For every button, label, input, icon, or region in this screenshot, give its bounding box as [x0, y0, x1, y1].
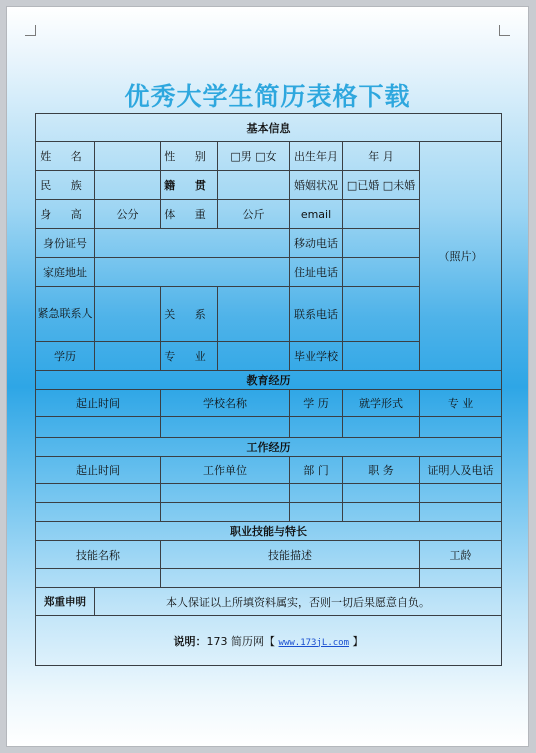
edu-cell[interactable] — [36, 417, 161, 438]
field-origin[interactable] — [218, 171, 290, 200]
field-birth[interactable]: 年 月 — [343, 142, 420, 171]
work-header-period: 起止时间 — [36, 457, 161, 484]
label-weight: 体 重 — [161, 200, 218, 229]
label-gender: 性 别 — [161, 142, 218, 171]
field-school[interactable] — [343, 342, 502, 371]
photo-box[interactable]: （照片） — [420, 142, 502, 371]
work-cell[interactable] — [343, 484, 420, 503]
field-address[interactable] — [95, 258, 290, 287]
label-mobile: 移动电话 — [290, 229, 343, 258]
label-degree: 学历 — [36, 342, 95, 371]
work-cell[interactable] — [290, 503, 343, 522]
footer-note — [36, 616, 502, 666]
footer-label: 说明： — [173, 634, 207, 648]
label-id-number: 身份证号 — [36, 229, 95, 258]
document-page — [7, 7, 528, 746]
label-address: 家庭地址 — [36, 258, 95, 287]
work-header-position: 职 务 — [343, 457, 420, 484]
label-relation: 关 系 — [161, 287, 218, 342]
declaration-text: 本人保证以上所填资料属实，否则一切后果愿意自负。 — [95, 588, 502, 616]
footer-bracket-open: 【 — [264, 634, 276, 648]
edu-header-school: 学校名称 — [161, 390, 290, 417]
skills-cell[interactable] — [420, 569, 502, 588]
work-cell[interactable] — [161, 503, 290, 522]
edu-header-mode: 就学形式 — [343, 390, 420, 417]
work-cell[interactable] — [343, 503, 420, 522]
section-skills: 职业技能与特长 — [36, 522, 502, 541]
label-height: 身 高 — [36, 200, 95, 229]
label-birth: 出生年月 — [290, 142, 343, 171]
section-basic-info: 基本信息 — [36, 114, 502, 142]
work-header-employer: 工作单位 — [161, 457, 290, 484]
field-relation[interactable] — [218, 287, 290, 342]
edu-cell[interactable] — [161, 417, 290, 438]
crop-mark-top-right — [499, 25, 510, 36]
label-ethnicity: 民 族 — [36, 171, 95, 200]
field-gender[interactable]: □男 □女 — [218, 142, 290, 171]
edu-header-period: 起止时间 — [36, 390, 161, 417]
edu-header-degree: 学 历 — [290, 390, 343, 417]
document-title: 优秀大学生简历表格下载 — [124, 82, 411, 111]
skills-cell[interactable] — [161, 569, 420, 588]
work-cell[interactable] — [161, 484, 290, 503]
field-email[interactable] — [343, 200, 420, 229]
section-education: 教育经历 — [36, 371, 502, 390]
label-school: 毕业学校 — [290, 342, 343, 371]
skills-header-name: 技能名称 — [36, 541, 161, 569]
skills-header-description: 技能描述 — [161, 541, 420, 569]
field-height[interactable]: 公分 — [95, 200, 161, 229]
label-contact-phone: 联系电话 — [290, 287, 343, 342]
section-work: 工作经历 — [36, 438, 502, 457]
field-emergency-contact[interactable] — [95, 287, 161, 342]
crop-mark-top-left — [25, 25, 36, 36]
edu-cell[interactable] — [290, 417, 343, 438]
work-cell[interactable] — [36, 503, 161, 522]
footer-bracket-close: 】 — [352, 634, 364, 648]
label-name: 姓 名 — [36, 142, 95, 171]
label-origin: 籍 贯 — [161, 171, 218, 200]
field-major[interactable] — [218, 342, 290, 371]
skills-cell[interactable] — [36, 569, 161, 588]
field-name[interactable] — [95, 142, 161, 171]
field-id-number[interactable] — [95, 229, 290, 258]
edu-cell[interactable] — [343, 417, 420, 438]
field-contact-phone[interactable] — [343, 287, 420, 342]
work-header-department: 部 门 — [290, 457, 343, 484]
field-degree[interactable] — [95, 342, 161, 371]
field-ethnicity[interactable] — [95, 171, 161, 200]
field-mobile[interactable] — [343, 229, 420, 258]
skills-header-years: 工龄 — [420, 541, 502, 569]
work-header-reference: 证明人及电话 — [420, 457, 502, 484]
work-cell[interactable] — [36, 484, 161, 503]
field-weight[interactable]: 公斤 — [218, 200, 290, 229]
footer-url-link[interactable]: www.173jL.com — [278, 637, 349, 648]
footer-site: 173 简历网 — [206, 634, 265, 648]
label-emergency-contact: 紧急联系人 — [36, 287, 95, 342]
work-cell[interactable] — [420, 503, 502, 522]
resume-form-table — [35, 113, 502, 666]
label-marital: 婚姻状况 — [290, 171, 343, 200]
edu-header-major: 专 业 — [420, 390, 502, 417]
field-home-phone[interactable] — [343, 258, 420, 287]
label-major: 专 业 — [161, 342, 218, 371]
work-cell[interactable] — [290, 484, 343, 503]
label-email: email — [290, 200, 343, 229]
label-home-phone: 住址电话 — [290, 258, 343, 287]
field-marital[interactable]: □已婚 □未婚 — [343, 171, 420, 200]
edu-cell[interactable] — [420, 417, 502, 438]
declaration-label: 郑重申明 — [36, 588, 95, 616]
work-cell[interactable] — [420, 484, 502, 503]
